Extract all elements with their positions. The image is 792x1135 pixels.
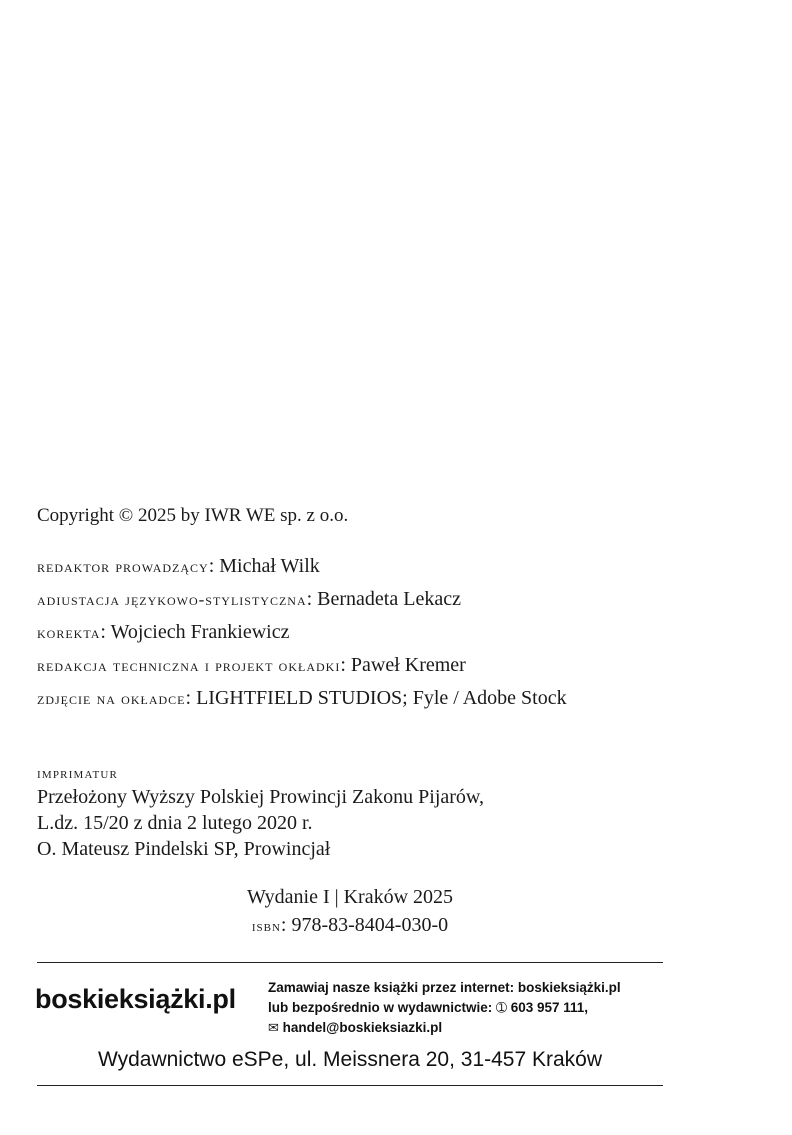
credit-line: adiustacja językowo-stylistyczna: Bernadeta Lekacz (37, 588, 461, 610)
credit-name: Wojciech Frankiewicz (110, 621, 290, 643)
credit-role: redaktor prowadzący (37, 557, 209, 576)
order-info (268, 978, 621, 1038)
credit-line: zdjęcie na okładce: LIGHTFIELD STUDIOS; Fyle / Adobe Stock (37, 687, 567, 709)
credit-role: redakcja techniczna i projekt okładki (37, 656, 341, 675)
imprimatur-line: Przełożony Wyższy Polskiej Prowincji Zakonu Pijarów, (37, 786, 485, 808)
credit-line: redakcja techniczna i projekt okładki: Paweł Kremer (37, 654, 466, 676)
credit-role: zdjęcie na okładce (37, 689, 186, 708)
isbn-number: 978-83-8404-030-0 (291, 914, 449, 936)
divider-bottom (37, 1085, 663, 1086)
phone-icon: ➀ (496, 1000, 507, 1015)
order-line-2: lub bezpośrednio w wydawnictwie: ➀ 603 957 111, (268, 1000, 589, 1015)
credit-name: LIGHTFIELD STUDIOS; Fyle / Adobe Stock (196, 687, 567, 709)
order-line-3 (268, 1018, 621, 1038)
order-line-1: Zamawiaj nasze książki przez internet: boskieksiążki.pl (268, 980, 621, 995)
email-address: handel@boskieksiazki.pl (282, 1020, 443, 1035)
isbn-label: isbn (251, 918, 281, 935)
brand-logo: boskieksiążki.pl (35, 984, 236, 1014)
credit-name: Michał Wilk (219, 555, 320, 577)
credit-role: korekta (37, 623, 101, 642)
credit-name: Bernadeta Lekacz (317, 588, 461, 610)
imprimatur-line: L.dz. 15/20 z dnia 2 lutego 2020 r. (37, 812, 313, 834)
imprimatur-heading: imprimatur (37, 765, 119, 782)
edition-line: Wydanie I | Kraków 2025 (246, 886, 454, 908)
phone-number: 603 957 111, (510, 1000, 589, 1015)
credit-line: redaktor prowadzący: Michał Wilk (37, 555, 320, 577)
credit-line: korekta: Wojciech Frankiewicz (37, 621, 290, 643)
publisher-address: Wydawnictwo eSPe, ul. Meissnera 20, 31-457 Kraków (97, 1048, 603, 1071)
divider-top (37, 962, 663, 963)
imprimatur-block (37, 765, 484, 862)
credit-role: adiustacja językowo-stylistyczna (37, 590, 307, 609)
mail-icon: ✉ (268, 1020, 279, 1035)
credit-name: Paweł Kremer (350, 654, 466, 676)
edition-block (0, 883, 700, 941)
isbn-line: isbn: 978-83-8404-030-0 (251, 914, 449, 936)
imprimatur-line: O. Mateusz Pindelski SP, Prowincjał (37, 838, 331, 860)
credits-list (37, 555, 567, 720)
copyright-notice: Copyright © 2025 by IWR WE sp. z o.o. (37, 505, 349, 526)
